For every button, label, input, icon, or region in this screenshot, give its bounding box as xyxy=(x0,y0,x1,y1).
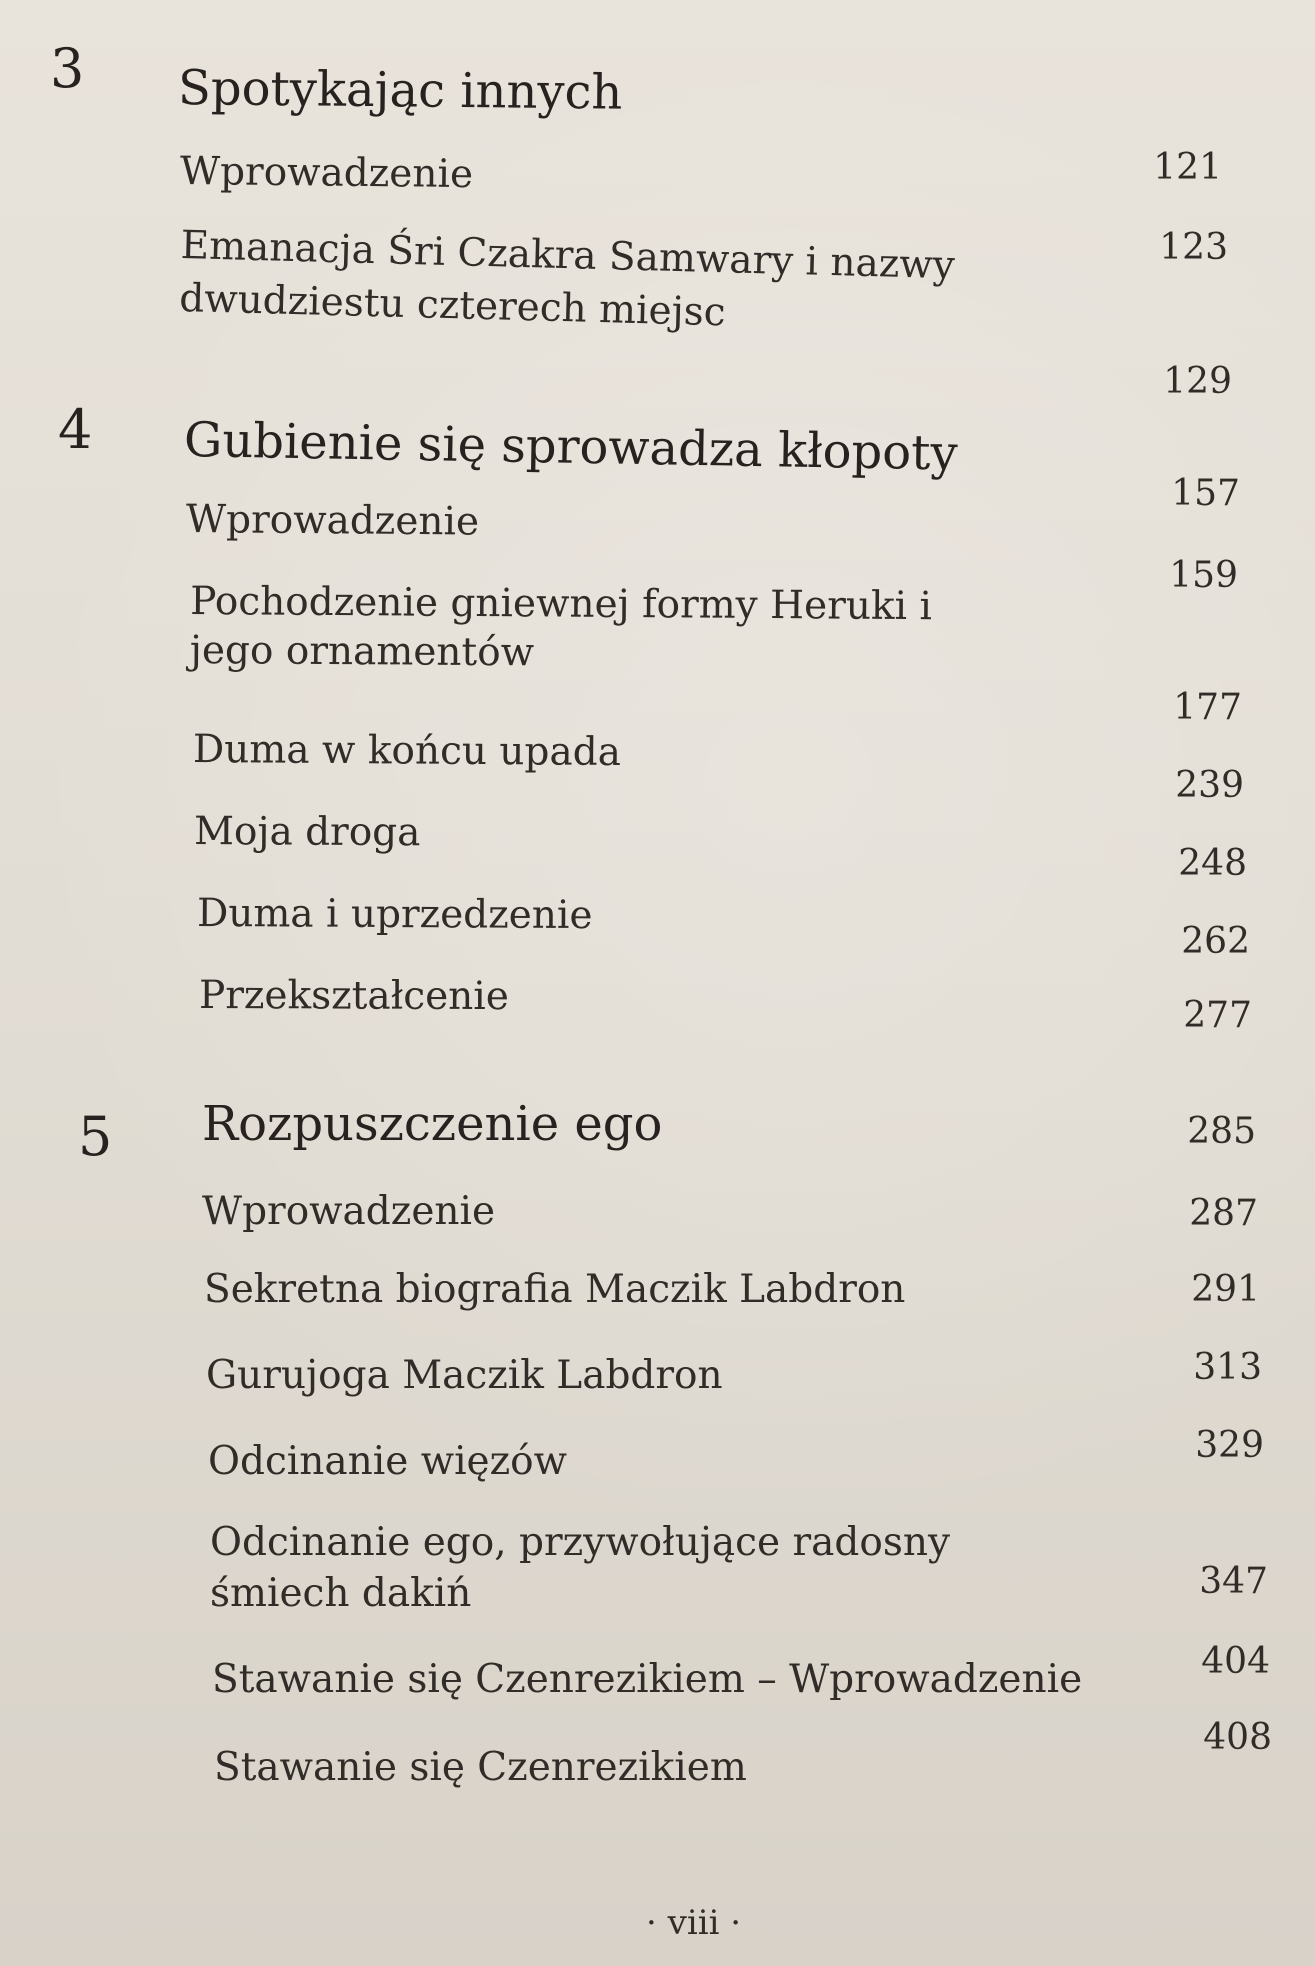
chapter-4-entry-4-title: Moja droga xyxy=(193,809,421,856)
chapter-5-title: Rozpuszczenie ego xyxy=(202,1096,663,1152)
chapter-4-entry-2-page: 159 xyxy=(1169,555,1238,596)
chapter-3-entry-2-title: Emanacja Śri Czakra Samwary i nazwy dwudziestu czterech miejsc xyxy=(178,223,956,335)
chapter-5-entry-2-title: Sekretna biografia Maczik Labdron xyxy=(204,1267,906,1312)
chapter-5-entry-1-page: 287 xyxy=(1189,1193,1258,1234)
chapter-4-entry-6-page: 262 xyxy=(1181,921,1250,962)
chapter-5-entry-3-page: 313 xyxy=(1193,1347,1262,1388)
chapter-4-entry-3-title: Duma w końcu upada xyxy=(192,727,622,775)
chapter-4-entry-5-page: 248 xyxy=(1178,843,1247,884)
chapter-5-entry-4-page: 329 xyxy=(1195,1425,1264,1466)
chapter-4-number: 4 xyxy=(58,398,93,461)
chapter-5-entry-6-page: 404 xyxy=(1201,1641,1270,1682)
chapter-5-entry-1-title: Wprowadzenie xyxy=(202,1189,496,1234)
chapter-5-entry-6-title: Stawanie się Czenrezikiem – Wprowadzenie xyxy=(212,1657,1083,1702)
chapter-3-entry-2-page: 123 xyxy=(1159,227,1228,268)
chapter-5-entry-5-title: Odcinanie ego, przywołujące radosny śmiech dakiń xyxy=(210,1520,950,1616)
chapter-5-entry-5-page: 347 xyxy=(1199,1561,1268,1602)
chapter-5-entry-4-title: Odcinanie więzów xyxy=(208,1439,568,1484)
chapter-4-title: Gubienie się sprowadza kłopoty xyxy=(183,412,959,482)
chapter-5-entry-7-page: 408 xyxy=(1203,1717,1272,1758)
chapter-5-entry-7-title: Stawanie się Czenrezikiem xyxy=(214,1745,747,1790)
chapter-4-page: 129 xyxy=(1163,361,1232,402)
chapter-4-entry-5-title: Duma i uprzedzenie xyxy=(196,891,593,939)
chapter-3-entry-1-title: Wprowadzenie xyxy=(179,149,474,198)
page-number-footer: · viii · xyxy=(646,1903,742,1943)
chapter-3-entry-1-page: 121 xyxy=(1153,147,1222,188)
chapter-4-entry-1-page: 157 xyxy=(1171,473,1240,514)
chapter-4-entry-4-page: 239 xyxy=(1175,765,1244,806)
chapter-3-title: Spotykając innych xyxy=(177,60,623,121)
chapter-5-page: 285 xyxy=(1187,1111,1256,1152)
chapter-5-number: 5 xyxy=(78,1105,113,1168)
chapter-5-entry-2-page: 291 xyxy=(1191,1269,1260,1310)
chapter-4-entry-7-page: 277 xyxy=(1183,995,1252,1036)
chapter-4-entry-2-title: Pochodzenie gniewnej formy Heruki i jego ornamentów xyxy=(189,579,933,676)
chapter-4-entry-3-page: 177 xyxy=(1173,687,1242,728)
chapter-3-number: 3 xyxy=(50,37,85,100)
chapter-4-entry-6-title: Przekształcenie xyxy=(198,973,509,1020)
chapter-4-entry-1-title: Wprowadzenie xyxy=(185,497,480,545)
chapter-5-entry-3-title: Gurujoga Maczik Labdron xyxy=(206,1353,723,1398)
